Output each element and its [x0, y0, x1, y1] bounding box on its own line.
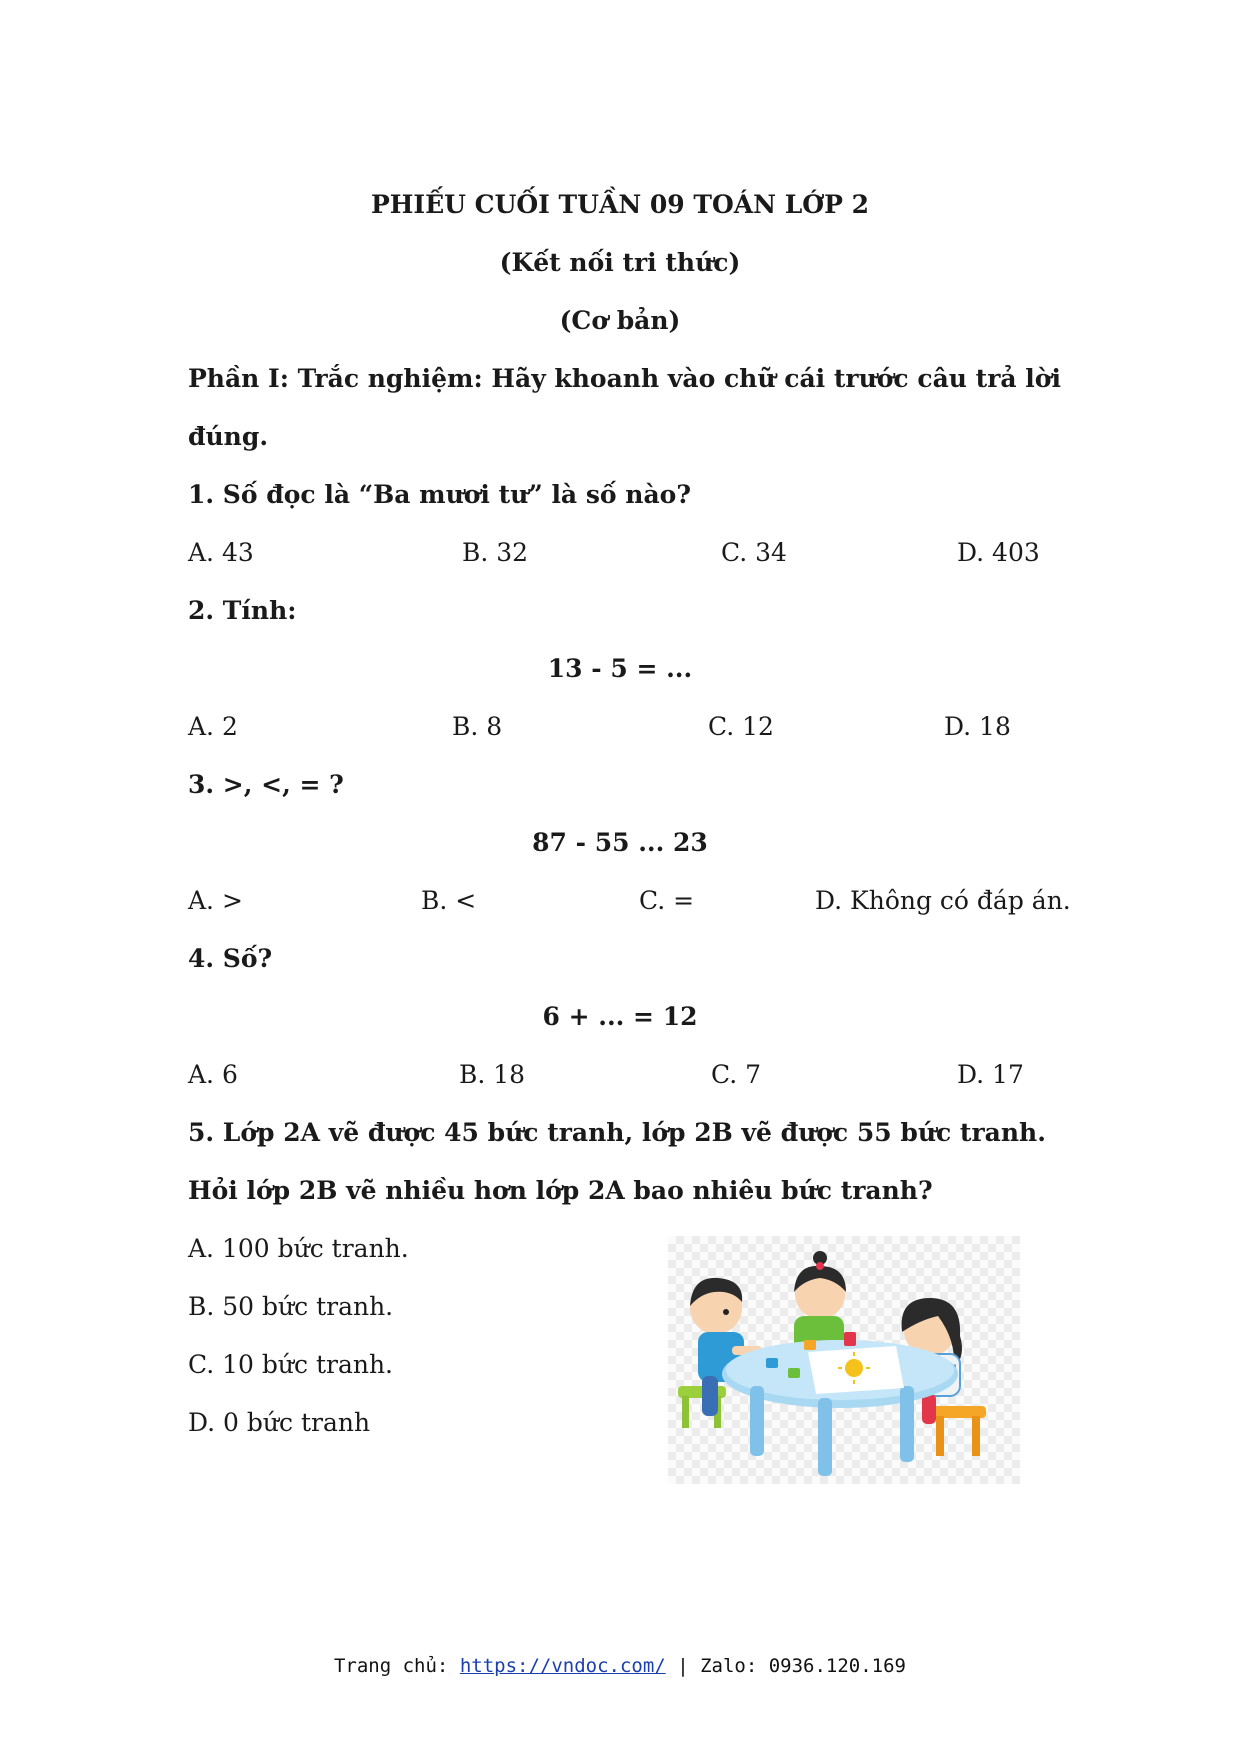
- q5-option-a: A. 100 bức tranh.: [188, 1234, 409, 1263]
- q1-option-b: B. 32: [462, 538, 529, 567]
- q5-option-b: B. 50 bức tranh.: [188, 1292, 394, 1321]
- q1-option-c: C. 34: [721, 538, 787, 567]
- worksheet-level: (Cơ bản): [559, 306, 681, 335]
- q3-option-b: B. <: [421, 886, 477, 915]
- q4-option-b: B. 18: [459, 1060, 526, 1089]
- q5-option-d: D. 0 bức tranh: [188, 1408, 371, 1437]
- q3-option-d: D. Không có đáp án.: [815, 886, 1071, 915]
- q2-option-c: C. 12: [708, 712, 774, 741]
- q4-option-a: A. 6: [188, 1060, 238, 1089]
- page-footer: [0, 1655, 1240, 1677]
- q5-option-c: C. 10 bức tranh.: [188, 1350, 393, 1379]
- section-heading-line1: Phần I: Trắc nghiệm: Hãy khoanh vào chữ cái trước câu trả lời: [188, 364, 1061, 393]
- q2-option-a: A. 2: [188, 712, 238, 741]
- question-2-expression: 13 - 5 = ...: [547, 654, 693, 683]
- q3-option-a: A. >: [188, 886, 243, 915]
- footer-zalo: Zalo: 0936.120.169: [700, 1655, 906, 1677]
- worksheet-title: PHIẾU CUỐI TUẦN 09 TOÁN LỚP 2: [371, 190, 869, 219]
- footer-separator: |: [677, 1655, 689, 1677]
- footer-home-link[interactable]: https://vndoc.com/: [459, 1655, 666, 1677]
- q2-option-d: D. 18: [944, 712, 1011, 741]
- question-4-expression: 6 + ... = 12: [542, 1002, 698, 1031]
- question-3-prompt: 3. >, <, = ?: [188, 770, 344, 799]
- children-drawing-graphic: [668, 1236, 1020, 1484]
- question-5-prompt-line2: Hỏi lớp 2B vẽ nhiều hơn lớp 2A bao nhiêu bức tranh?: [188, 1176, 933, 1205]
- children-drawing-illustration: [668, 1236, 1020, 1484]
- question-3-expression: 87 - 55 ... 23: [532, 828, 708, 857]
- section-heading-line2: đúng.: [188, 422, 269, 451]
- question-5-prompt-line1: 5. Lớp 2A vẽ được 45 bức tranh, lớp 2B vẽ được 55 bức tranh.: [188, 1118, 1046, 1147]
- q1-option-d: D. 403: [957, 538, 1040, 567]
- q2-option-b: B. 8: [452, 712, 503, 741]
- worksheet-subtitle: (Kết nối tri thức): [499, 248, 741, 277]
- q4-option-c: C. 7: [711, 1060, 762, 1089]
- footer-home-label: Trang chủ:: [333, 1655, 449, 1677]
- question-2-prompt: 2. Tính:: [188, 596, 297, 625]
- q4-option-d: D. 17: [957, 1060, 1024, 1089]
- q3-option-c: C. =: [639, 886, 695, 915]
- question-4-prompt: 4. Số?: [188, 944, 273, 973]
- q1-option-a: A. 43: [188, 538, 254, 567]
- question-1-prompt: 1. Số đọc là “Ba mươi tư” là số nào?: [188, 480, 691, 509]
